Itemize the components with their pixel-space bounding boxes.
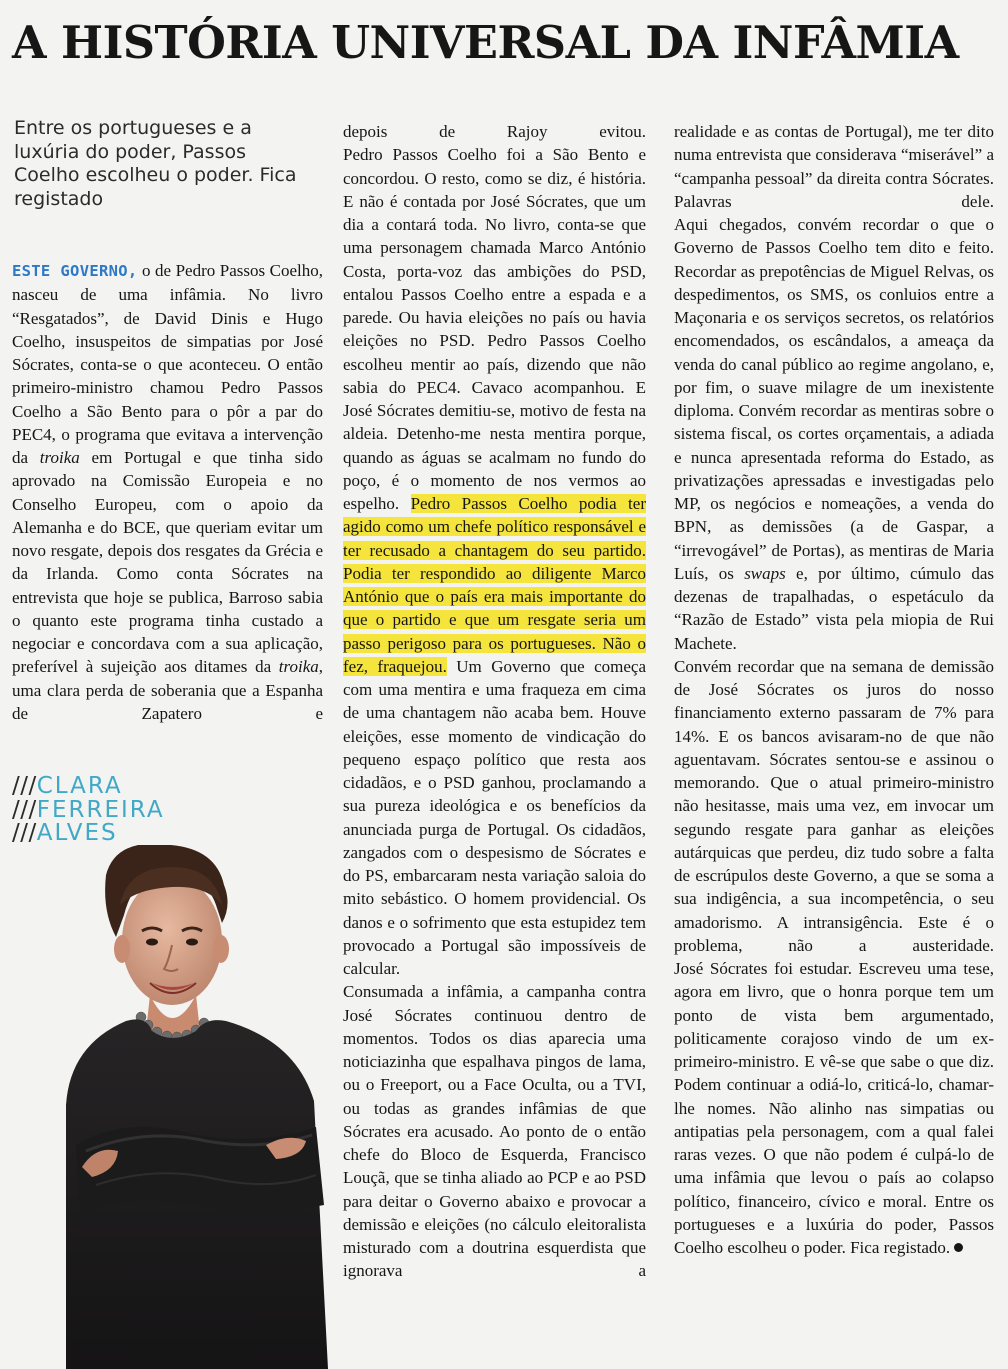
article-paragraph — [674, 213, 994, 655]
byline-line — [12, 822, 312, 846]
emphasis-troika: troika — [39, 448, 80, 467]
article-column-1 — [12, 259, 323, 725]
emphasis-troika: troika — [278, 657, 319, 677]
article-paragraph: depois de Rajoy evitou. — [343, 122, 646, 141]
byline-line — [12, 796, 312, 823]
byline — [12, 775, 312, 846]
article-paragraph: Consumada a infâmia, a campanha contra José Sócrates continuou dentro de momentos. Todos os dias aparecia uma noticiazinha que espalhava pingos de lama, ou o Freeport, ou a Face Oculta, ou a TVI, ou todas as grandes infâmias de que Sócrates era acusado. Ao ponto de o então chefe do Bloco de Esquerda, Francisco Louçã, que se tinha aliado ao PCP e ao PSD para deitar o Governo abaixo e provocar a demissão e eleições (no cálculo eleitoralista misturado com a doutrina esquerdista que ignorava a — [343, 982, 646, 1281]
article-paragraph — [343, 143, 646, 980]
paragraph-text: Um Governo que começa com uma mentira e uma fraqueza em cima de uma chantagem não acaba bem. Houve eleições, esse momento de vindicação do pequeno espaço político que resta aos cidadãos, e o PSD ganhou, proclamando a sua pureza ideológica e os benefícios da anunciada purga de Portugal. Os cidadãos, zangados com o despesismo de Sócrates e do PS, embarcaram nesta variação saloia do mito sebástico. O homem providencial. Os danos e o sofrimento que esta estupidez tem provocado a Portugal são impossíveis de calcular. — [343, 656, 646, 978]
portrait-illustration — [66, 845, 328, 1369]
article-paragraph: Convém recordar que na semana de demissão de José Sócrates os juros do nosso financiamento externo passaram de 7% para 14%. E os bancos avisaram-no de que não aguentavam. Sócrates sentou-se e assinou o memorando. Que o atual primeiro-ministro não hesitasse, mais uma vez, em invocar um segundo resgate para ganhar as eleições autárquicas que perdeu, diz tudo sobre a falta de escrúpulos deste Governo, a que se soma a sua indigência, a sua incompetência, o seu amadorismo. A intransigência. Este é o problema, não a austeridade. — [674, 656, 994, 955]
byline-name-middle: FERREIRA — [36, 796, 165, 823]
article-column-3 — [674, 120, 994, 1259]
article-column-2 — [343, 120, 646, 1283]
kicker: ESTE GOVERNO, — [12, 262, 138, 280]
paragraph-text: e, por último, cúmulo das dezenas de trapalhadas, o espetáculo da “Razão de Estado” vista pela miopia de Rui Machete. — [674, 563, 994, 653]
byline-slashes: /// — [12, 773, 37, 799]
article-paragraph — [12, 259, 323, 725]
byline-line — [12, 775, 312, 799]
paragraph-text: Pedro Passos Coelho foi a São Bento e concordou. O resto, como se diz, é história. E não é contada por José Sócrates, que um dia a contará toda. No livro, conta-se que uma personagem chamada Marco António Costa, porta-voz das ambições do PSD, entalou Passos Coelho entre a espada e a parede. Ou havia eleições no país ou havia eleições no PSD. Pedro Passos Coelho escolheu mentir ao país, dizendo que não sabia do PEC4. Cavaco acompanhou. E José Sócrates demitiu-se, motivo de festa na aldeia. Detenho-me nesta mentira porque, quando as águas se acalmam no fundo do poço, é o momento de nos vermos ao espelho. — [343, 145, 646, 513]
article-paragraph: realidade e as contas de Portugal), me ter dito numa entrevista que considerava “miserável” a “campanha pessoal” da direita contra Sócrates. Palavras dele. — [674, 122, 994, 211]
end-mark-icon — [954, 1243, 963, 1252]
highlighted-passage: Pedro Passos Coelho podia ter agido como um chefe político responsável e ter recusado a chantagem do seu partido. Podia ter respondido ao diligente Marco António que o país era mais importante do que o partido e que um resgate seria um passo perigoso para os portugueses. Não o fez, fraquejou. — [343, 494, 646, 676]
byline-name-first: CLARA — [36, 773, 123, 799]
paragraph-text: Aqui chegados, convém recordar o que o Governo de Passos Coelho tem dito e feito. Recordar as prepotências de Miguel Relvas, os despedimentos, os SMS, os conluios entre a Maçonaria e os serviços secretos, os relatórios encomendados, os escândalos, a ameaça da venda do canal público ao regime angolano, e, por fim, o suave milagre de um inexistente diploma. Convém recordar as mentiras sobre o sistema fiscal, os cortes orçamentais, a adiada e nunca apresentada reforma do Estado, as privatizações apressadas e investigadas pelo MP, os negócios e nomeações, a venda do BPN, as demissões (a de Gaspar, a “irrevogável” de Portas), as mentiras de Maria Luís, os — [674, 215, 994, 583]
byline-slashes: /// — [12, 796, 37, 823]
lead-standfirst: Entre os portugueses e a luxúria do poder, Passos Coelho escolheu o poder. Fica registado — [14, 117, 297, 210]
paragraph-text: José Sócrates foi estudar. Escreveu uma tese, agora em livro, que o honra porque tem um ponto de vista bem argumentado, politicamente corajoso vindo de um ex-primeiro-ministro. E vê-se que sabe o que diz. Podem continuar a odiá-lo, criticá-lo, chamar-lhe nomes. Não alinho nas simpatias ou antipatias pela personagem, com a qual falei raras vezes. O que não podem é culpá-lo de uma infâmia que levou o país ao colapso político, financeiro, cívico e moral. Entre os portugueses e a luxúria do poder, Passos Coelho escolheu o poder. Fica registado. — [674, 959, 994, 1257]
paragraph-text: , uma clara perda de soberania que a Espanha de Zapatero e — [12, 657, 323, 723]
article-paragraph-final — [674, 957, 994, 1259]
author-portrait-icon — [66, 845, 328, 1369]
headline: A HISTÓRIA UNIVERSAL DA INFÂMIA — [12, 17, 959, 69]
emphasis-swaps: swaps — [744, 563, 786, 583]
byline-name-last: ALVES — [36, 820, 118, 846]
paragraph-text: o de Pedro Passos Coelho, nasceu de uma infâmia. No livro “Resgatados”, de David Dinis e Hugo Coelho, insuspeitos de simpatias por José Sócrates, conta-se o que aconteceu. O então primeiro-ministro chamou Pedro Passos Coelho a São Bento para o pôr a par do PEC4, o programa que evitava a intervenção da — [12, 261, 323, 467]
paragraph-text: em Portugal e que tinha sido aprovado na Comissão Europeia e no Conselho Europeu, com o apoio da Alemanha e do BCE, que queriam evitar um novo resgate, depois dos resgates da Grécia e da Irlanda. Como conta Sócrates na entrevista que hoje se publica, Barroso sabia o quanto este programa tinha custado a negociar e concordava com a sua aplicação, preferível à sujeição aos ditames da — [12, 448, 323, 677]
byline-slashes: /// — [12, 820, 37, 846]
